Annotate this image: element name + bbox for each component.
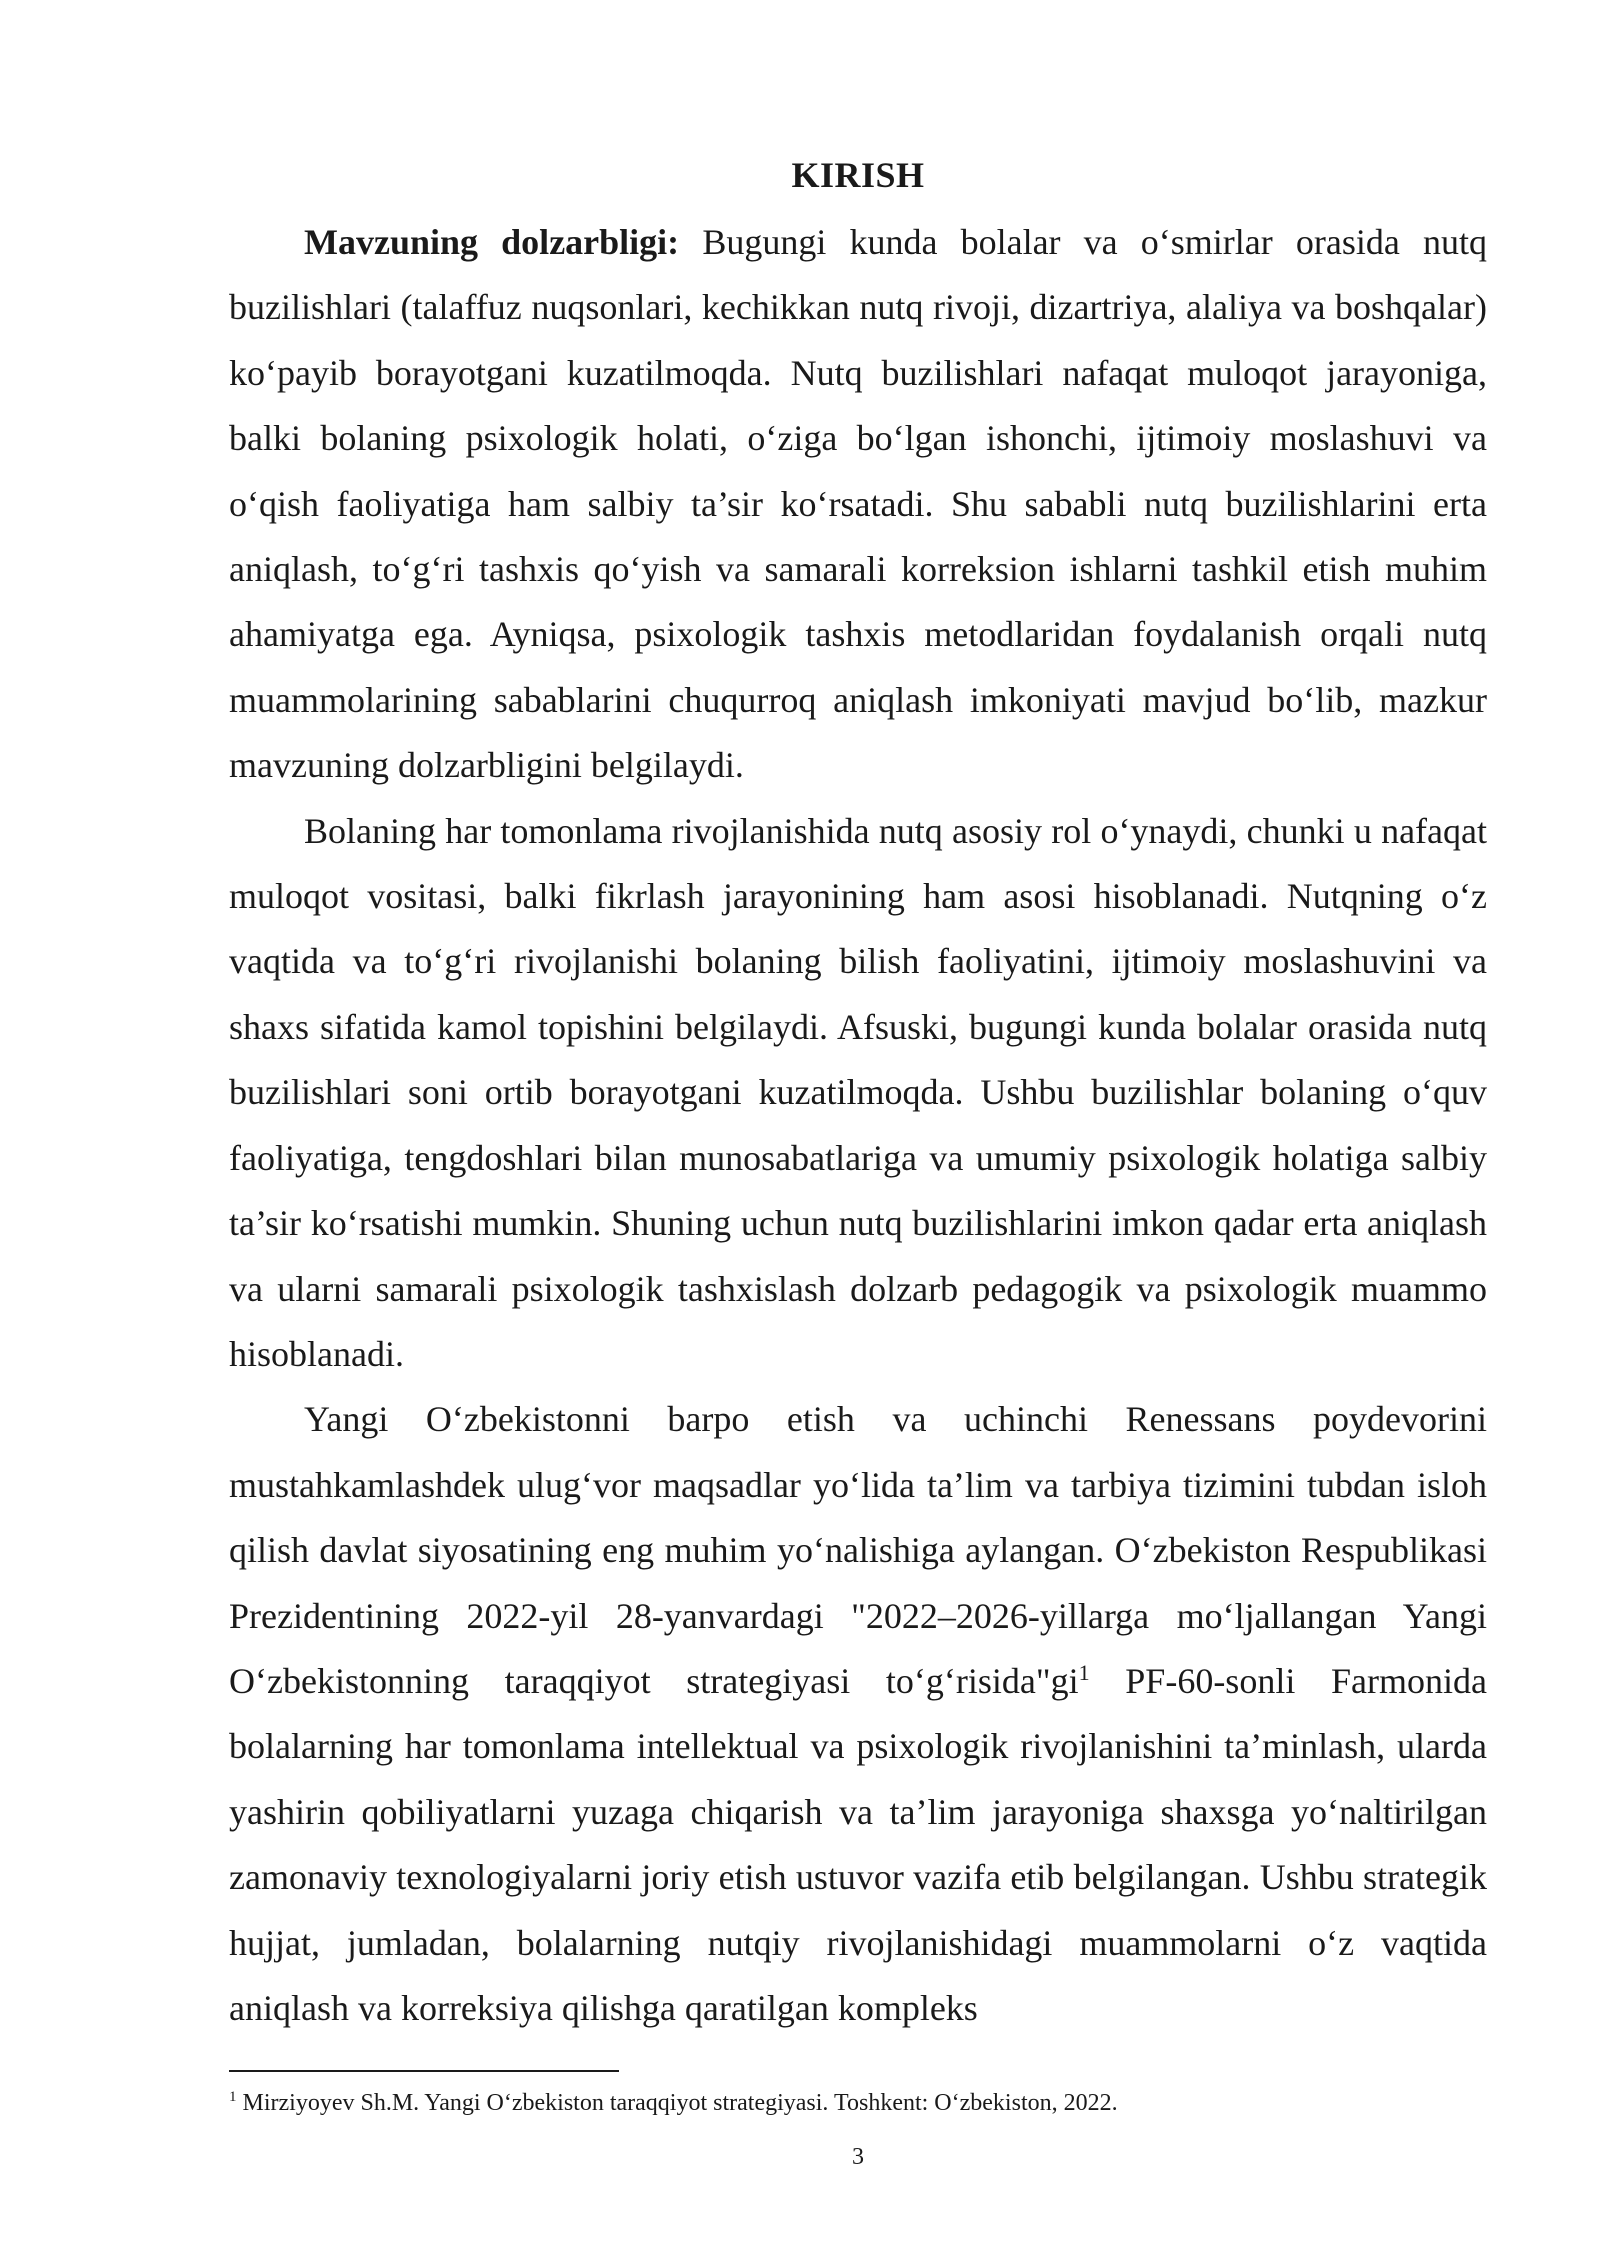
paragraph-relevance: [229, 210, 1487, 799]
relevance-text: Bugungi kunda bolalar va o‘smirlar orasida nutq buzilishlari (talaffuz nuqsonlari, kechikkan nutq rivoji, dizartriya, alaliya va boshqalar) ko‘payib borayotgani kuzatilmoqda. Nutq buzilishlari nafaqat muloqot jarayoniga, balki bolaning psixologik holati, o‘ziga bo‘lgan ishonchi, ijtimoiy moslashuvi va o‘qish faoliyatiga ham salbiy ta’sir ko‘rsatadi. Shu sababli nutq buzilishlarini erta aniqlash, to‘g‘ri tashxis qo‘yish va samarali korreksion ishlarni tashkil etish muhim ahamiyatga ega. Ayniqsa, psixologik tashxis metodlaridan foydalanish orqali nutq muammolarining sabablarini chuqurroq aniqlash imkoniyati mavjud bo‘lib, mazkur mavzuning dolzarbligini belgilaydi.: [229, 222, 1487, 786]
body-text: [229, 210, 1487, 2041]
relevance-lead-label: Mavzuning dolzarbligi:: [304, 222, 680, 262]
paragraph-speech-development: Bolaning har tomonlama rivojlanishida nutq asosiy rol o‘ynaydi, chunki u nafaqat muloqot vositasi, balki fikrlash jarayonining ham asosi hisoblanadi. Nutqning o‘z vaqtida va to‘g‘ri rivojlanishi bolaning bilish faoliyatini, ijtimoiy moslashuvini va shaxs sifatida kamol topishini belgilaydi. Afsuski, bugungi kunda bolalar orasida nutq buzilishlari soni ortib borayotgani kuzatilmoqda. Ushbu buzilishlar bolaning o‘quv faoliyatiga, tengdoshlari bilan munosabatlariga va umumiy psixologik holatiga salbiy ta’sir ko‘rsatishi mumkin. Shuning uchun nutq buzilishlarini imkon qadar erta aniqlash va ularni samarali psixologik tashxislash dolzarb pedagogik va psixologik muammo hisoblanadi.: [229, 810, 1487, 1374]
section-heading: KIRISH: [791, 155, 925, 195]
footnote-number: 1: [229, 2089, 237, 2105]
page-number: 3: [852, 2144, 864, 2170]
footnote-text: Mirziyoyev Sh.M. Yangi O‘zbekiston taraqqiyot strategiyasi. Toshkent: O‘zbekiston, 2022.: [242, 2090, 1118, 2116]
footnote: [229, 2086, 1487, 2120]
footnote-separator: [229, 2070, 619, 2072]
strategy-text-after-ref: PF-60-sonli Farmonida bolalarning har tomonlama intellektual va psixologik rivojlanishini ta’minlash, ularda yashirin qobiliyatlarni yuzaga chiqarish va ta’lim jarayoniga shaxsga yo‘naltirilgan zamonaviy texnologiyalarni joriy etish ustuvor vazifa etib belgilangan. Ushbu strategik hujjat, jumladan, bolalarning nutqiy rivojlanishidagi muammolarni o‘z vaqtida aniqlash va korreksiya qilishga qaratilgan kompleks: [229, 1660, 1487, 2028]
footnote-reference-marker[interactable]: 1: [1078, 1659, 1090, 1685]
paragraph-strategy: [229, 1387, 1487, 2041]
strategy-text-before-ref: Yangi O‘zbekistonni barpo etish va uchinchi Renessans poydevorini mustahkamlashdek ulug‘vor maqsadlar yo‘lida ta’lim va tarbiya tizimini tubdan isloh qilish davlat siyosatining eng muhim yo‘nalishiga aylangan. O‘zbekiston Respublikasi Prezidentining 2022-yil 28-yanvardagi "2022–2026-yillarga mo‘ljallangan Yangi O‘zbekistonning taraqqiyot strategiyasi to‘g‘risida"gi: [229, 1399, 1487, 1701]
